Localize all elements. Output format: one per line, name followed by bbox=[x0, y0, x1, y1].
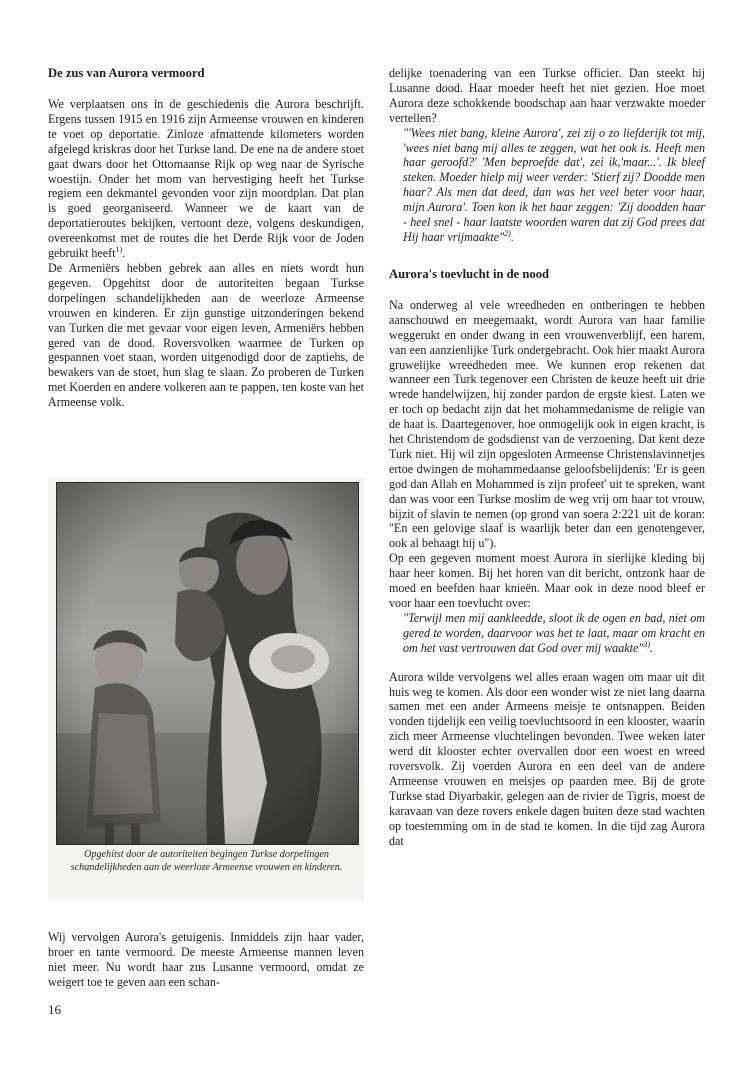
page-number: 16 bbox=[48, 1002, 61, 1017]
paragraph: Aurora wilde vervolgens wel alles eraan wagen om maar uit dit huis weg te komen. Als door een wonder wist ze niet lang daarna samen met een ander Armeens meisje te ontsnappen. Beiden vonden tijdelijk een veilig toevluchtsoord in een klooster, waarin zich meer Armeense vluchtelingen bevonden. Twee weken later werd dit klooster echter overvallen door een woest en wreed roversvolk. Zij voerden Aurora en een deel van de andere Armeense vrouwen en meisjes op paarden mee. Bij de grote Turkse stad Diyarbakir, gelegen aan de rivier de Tigris, moest de karavaan van deze rovers enkele dagen buiten deze stad wachten op toestemming om in de stad te komen. In die tijd zag Aurora dat bbox=[389, 669, 705, 848]
section-heading-refuge: Aurora's toevlucht in de nood bbox=[389, 266, 550, 281]
photo-illustration bbox=[57, 483, 358, 844]
photo-caption: Opgehitst door de autoriteiten begingen Turkse dorpelingen schandelijkheden aan de weerloze Armeense vrouwen en kinderen. bbox=[70, 849, 343, 873]
left-column bbox=[48, 66, 364, 410]
paragraph: We verplaatsen ons in de geschiedenis die Aurora beschrijft. Ergens tussen 1915 en 1916 zijn Armeense vrouwen en kinderen te voet op deportatie. Zinloze afmattende kilometers worden afgelegd kriskras door het Turkse land. De ene na de andere stoet gaat dwars door het Ottomaanse Rijk op weg naar de Syrische woestijn. Onder het mom van hervestiging heeft het Turkse regiem een dekmantel gevonden voor zijn moordplan. Dat plan is goed georganiseerd. Wanneer we de kaart van de deportatieroutes bekijken, vertoont deze, volgens deskundigen, overeenkomst met de routes die het Derde Rijk voor de Joden gebruikt heeft$^{1)}$. bbox=[48, 97, 364, 261]
quote: "Terwijl men mij aankleedde, sloot ik de ogen en bad, niet om gered te worden, daarvoor was het te laat, maar om kracht en om het vast vertrouwen dat God over mij waakte"$^{3)}$. bbox=[403, 610, 705, 655]
section-heading-sister: De zus van Aurora vermoord bbox=[48, 66, 205, 80]
spacer bbox=[389, 656, 705, 670]
footnote-ref: 2) bbox=[504, 228, 511, 238]
historical-photo bbox=[56, 482, 359, 845]
photo-figure bbox=[48, 478, 364, 901]
paragraph: Wij vervolgen Aurora's getuigenis. Inmiddels zijn haar vader, broer en tante vermoord. De meeste Armeense mannen leven niet meer. Nu wordt haar zus Lusanne vermoord, omdat ze weigert toe te geven aan een schan- bbox=[48, 930, 364, 989]
right-column bbox=[389, 66, 705, 849]
footnote-ref: 1) bbox=[115, 245, 123, 255]
paragraph: delijke toenadering van een Turkse officier. Dan steekt hij Lusanne dood. Haar moeder heeft het niet gezien. Hoe moet Aurora deze schokkende boodschap aan haar verzwakte moeder vertellen? bbox=[389, 66, 705, 125]
footnote-ref: 3) bbox=[643, 639, 651, 649]
paragraph: Na onderweg al vele wreedheden en ontberingen te hebben aanschouwd en meegemaakt, wordt Aurora van haar familie weggerukt en onder dwang in een vrouwenverblijf, een harem, van een aanzienlijke Turk ondergebracht. Ook hier maakt Aurora gruwelijke wreedheden mee. We kunnen erop rekenen dat wanneer een Turk tegenover een Christen de keuze heeft uit drie wrede handelwijzen, hij zonder pardon de ergste kiest. Laten we er toch op bedacht zijn dat het mohammedanisme de religie van de haat is. Daartegenover, hoe onmogelijk ook in eigen kracht, is het Christendom de godsdienst van de verzoening. Dat kent deze Turk niet. Hij wil zijn opgesloten Armeense Christenslavinnetjes ertoe dwingen de mohammedaanse geloofsbelijdenis: 'Er is geen god dan Allah en Mohammed is zijn profeet' uit te spreken, want dan was voor een Turkse moslim de weg vrij om haar tot vrouw, bijzit of slavin te nemen (op grond van soera 2:221 uit de koran: "En een gelovige slaaf is waarlijk beter dan een genotengever, ook al behaagt hij u"). bbox=[389, 297, 705, 551]
paragraph: Op een gegeven moment moest Aurora in sierlijke kleding bij haar heer komen. Bij het horen van dit bericht, ontzonk haar de moed en beefden haar knieën. Maar ook in deze nood bleef er voor haar een toevlucht over: bbox=[389, 551, 705, 610]
quote: "'Wees niet bang, kleine Aurora', zei zij o zo liefderijk tot mij, 'wees niet bang mij alles te zeggen, wat het ook is. Heeft men haar geroofd?' 'Men beproefde dat', zei ik,'maar...'. Ik bleef steken. Moeder hielp mij weer verder: 'Stierf zij? Doodde men haar? Als men dat deed, dan was het veel beter voor haar, mijn Aurora'. Toen kon ik het haar zeggen: 'Zij doodden haar - heel snel - haar laatste woorden waren dat zij God prees dat Hij haar vrijmaakte"$^{2)}$. bbox=[403, 125, 705, 244]
paragraph: De Armeniërs hebben gebrek aan alles en niets wordt hun gegeven. Opgehitst door de autoriteiten begaan Turkse dorpelingen schandelijkheden aan de weerloze Armeense vrouwen en kinderen. Er zijn gunstige uitzonderingen bekend van Turken die met gevaar voor eigen leven, Armeniërs hebben gered van de dood. Roversvolken waarmee de Turken op gespannen voet staan, worden uitgenodigd door de zaptiehs, de bewakers van de stoet, hun slag te slaan. Zo proberen de Turken met Koerden en andere volkeren aan te pappen, ten koste van het Armeense volk. bbox=[48, 260, 364, 410]
